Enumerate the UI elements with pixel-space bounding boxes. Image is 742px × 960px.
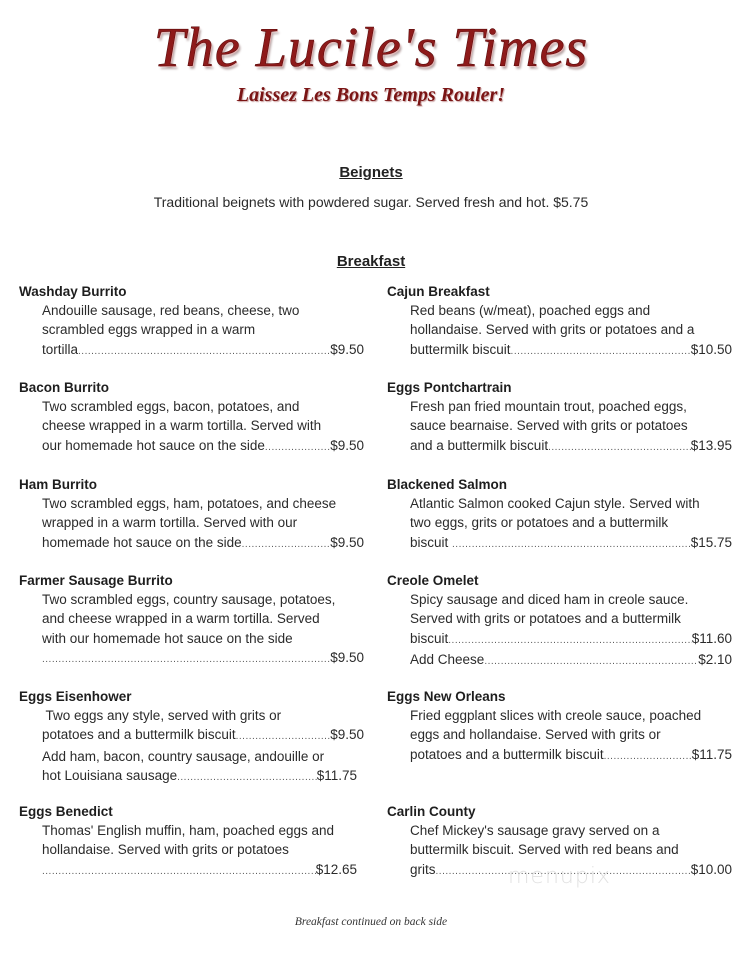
item-price: $10.50 (690, 341, 732, 357)
menu-item-blackened-salmon (387, 475, 732, 554)
item-price: $9.50 (330, 437, 364, 453)
price-lead-text: buttermilk biscuit (410, 341, 511, 357)
price-line (387, 436, 732, 457)
masthead (0, 14, 742, 107)
price-lead-text: biscuit (410, 534, 453, 550)
item-price: $12.65 (315, 861, 357, 877)
menu-item-eggs-new-orleans (387, 687, 732, 766)
add-on-line: Add ham, bacon, country sausage, andouille or (42, 748, 325, 764)
dot-leader (236, 727, 331, 746)
menu-item-washday-burrito (19, 282, 364, 361)
dot-leader (484, 652, 698, 671)
item-name: Farmer Sausage Burrito (19, 573, 173, 588)
item-price: $9.50 (330, 534, 364, 550)
item-price: $11.75 (316, 767, 357, 783)
price-line (19, 648, 364, 669)
dot-leader (177, 768, 317, 787)
watermark: menupix (508, 864, 611, 889)
item-desc-line: Two scrambled eggs, bacon, potatoes, and (42, 399, 300, 414)
dot-leader (604, 747, 692, 766)
item-desc-line: wrapped in a warm tortilla. Served with our (42, 515, 298, 531)
item-desc-line: buttermilk biscuit. Served with red beans and (410, 842, 679, 858)
price-line (387, 340, 732, 361)
price-lead-text: potatoes and a buttermilk biscuit (410, 746, 604, 762)
item-price: $11.75 (691, 746, 732, 762)
restaurant-title: The Lucile's Times (153, 17, 589, 79)
item-desc-line: Served with grits or potatoes and a buttermilk (410, 611, 681, 627)
item-name: Ham Burrito (19, 477, 98, 492)
menu-item-eggs-pontchartrain (387, 378, 732, 457)
item-desc-line: Two scrambled eggs, ham, potatoes, and cheese (42, 496, 337, 511)
menu-item-bacon-burrito (19, 378, 364, 457)
dot-leader (448, 631, 691, 650)
item-desc-line: scrambled eggs wrapped in a warm (42, 322, 256, 338)
item-desc-line: Spicy sausage and diced ham in creole sauce. (410, 592, 689, 607)
item-price: $11.60 (691, 630, 732, 646)
item-name: Cajun Breakfast (387, 284, 490, 299)
item-desc-line: cheese wrapped in a warm tortilla. Served with (42, 418, 322, 434)
price-line (19, 766, 357, 787)
item-desc-line: Chef Mickey's sausage gravy served on a (410, 823, 660, 838)
item-desc-line: hollandaise. Served with grits or potatoes and a (410, 322, 695, 338)
item-desc-line: Red beans (w/meat), poached eggs and (410, 303, 651, 318)
price-line (19, 725, 364, 746)
price-lead-text: our homemade hot sauce on the side (42, 437, 265, 453)
item-desc-line: Atlantic Salmon cooked Cajun style. Served with (410, 496, 700, 511)
item-price: $2.10 (698, 651, 732, 667)
price-lead-text: tortilla (42, 341, 79, 357)
continued-note: Breakfast continued on back side (294, 916, 448, 928)
dot-leader (78, 342, 330, 361)
price-lead-text: homemade hot sauce on the side (42, 534, 242, 550)
item-desc-line: sauce bearnaise. Served with grits or potatoes (410, 418, 688, 434)
tagline: Laissez Les Bons Temps Rouler! (236, 84, 506, 106)
item-desc-line: with our homemade hot sauce on the side (42, 630, 293, 646)
price-line (19, 340, 364, 361)
item-name: Creole Omelet (387, 573, 479, 588)
item-name: Blackened Salmon (387, 477, 508, 492)
price-lead-text: hot Louisiana sausage (42, 767, 178, 783)
menu-item-ham-burrito (19, 475, 364, 554)
menu-item-creole-omelet (387, 571, 732, 671)
menu-item-eggs-eisenhower (19, 687, 364, 787)
item-name: Washday Burrito (19, 284, 127, 299)
dot-leader (42, 650, 330, 669)
dot-leader (265, 438, 330, 457)
item-desc-line: eggs and hollandaise. Served with grits or (410, 727, 661, 743)
price-lead-text: and a buttermilk biscuit (410, 437, 549, 453)
item-desc-line: hollandaise. Served with grits or potatoes (42, 842, 289, 858)
dot-leader (42, 862, 316, 881)
price-line (387, 533, 732, 554)
item-price: $9.50 (330, 727, 364, 743)
menu-item-eggs-benedict (19, 802, 364, 881)
dot-leader (242, 535, 331, 554)
item-desc-line: and cheese wrapped in a warm tortilla. Served (42, 611, 320, 627)
item-desc-line: Thomas' English muffin, ham, poached eggs and (42, 823, 335, 838)
item-desc-line: Two eggs any style, served with grits or (42, 708, 282, 723)
price-lead-text: potatoes and a buttermilk biscuit (42, 727, 236, 743)
item-price: $15.75 (690, 534, 732, 550)
price-line (387, 745, 732, 766)
price-line (19, 436, 364, 457)
beignets-heading: Beignets (339, 164, 403, 181)
item-price: $13.95 (690, 437, 732, 453)
dot-leader (548, 438, 691, 457)
item-name: Carlin County (387, 804, 476, 819)
dot-leader (452, 535, 691, 554)
beignets-description: Traditional beignets with powdered sugar. Served fresh and hot. $5.75 (153, 194, 589, 210)
item-desc-line: Fried eggplant slices with creole sauce, poached (410, 708, 702, 723)
item-desc-line: Andouille sausage, red beans, cheese, two (42, 303, 300, 318)
price-line (19, 533, 364, 554)
item-price: $9.50 (330, 649, 364, 665)
item-name: Eggs Eisenhower (19, 689, 132, 704)
menu-item-farmer-sausage-burrito (19, 571, 364, 669)
item-price: $9.50 (330, 341, 364, 357)
item-name: Bacon Burrito (19, 380, 110, 395)
price-lead-text: Add Cheese (410, 651, 485, 667)
price-line (19, 860, 357, 881)
dot-leader (511, 342, 691, 361)
item-name: Eggs Pontchartrain (387, 380, 512, 395)
item-desc-line: Fresh pan fried mountain trout, poached eggs, (410, 399, 687, 414)
menu-item-cajun-breakfast (387, 282, 732, 361)
price-lead-text: grits (410, 861, 436, 877)
item-name: Eggs New Orleans (387, 689, 506, 704)
price-lead-text: biscuit (410, 630, 449, 646)
item-price: $10.00 (690, 861, 732, 877)
price-line (387, 629, 732, 650)
item-desc-line: Two scrambled eggs, country sausage, potatoes, (42, 592, 336, 607)
item-name: Eggs Benedict (19, 804, 113, 819)
item-desc-line: two eggs, grits or potatoes and a buttermilk (410, 515, 669, 531)
breakfast-heading: Breakfast (336, 253, 406, 270)
add-cheese-line (387, 650, 732, 671)
